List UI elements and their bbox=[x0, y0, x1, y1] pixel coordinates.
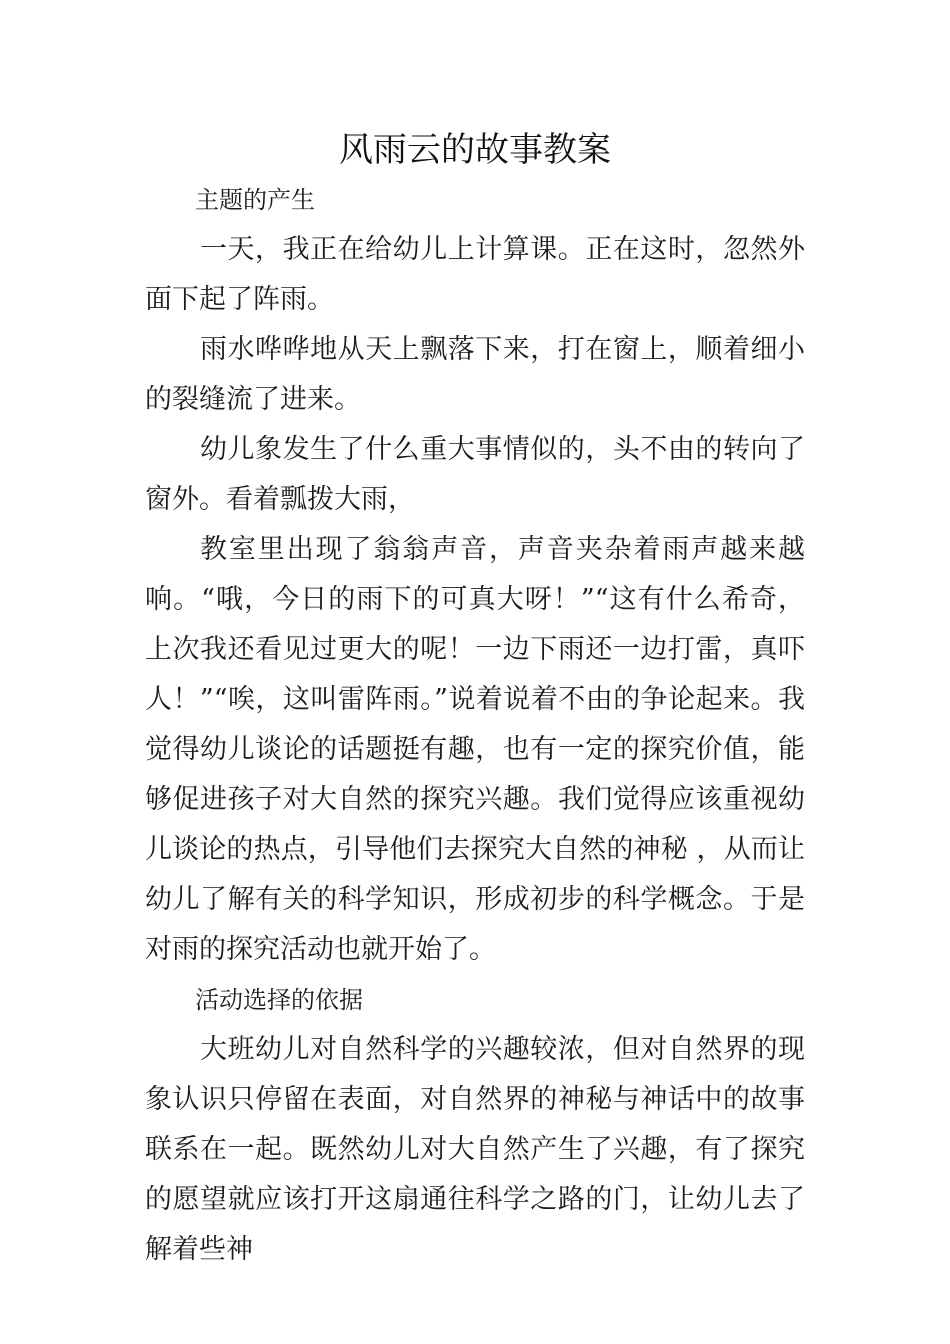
document-body bbox=[145, 175, 805, 1275]
section-heading-basis: 活动选择的依据 bbox=[195, 986, 363, 1014]
paragraph-3: 幼儿象发生了什么重大事情似的，头不由的转向了窗外。看着瓢拨大雨， bbox=[145, 434, 805, 515]
paragraph-4: 教室里出现了翁翁声音，声音夹杂着雨声越来越响。“哦，今日的雨下的可真大呀！”“这有什么希奇，上次我还看见过更大的呢！一边下雨还一边打雷，真吓人！”“唉，这叫雷阵雨。”说着说着不由的争论起来。我觉得幼儿谈论的话题挺有趣，也有一定的探究价值，能够促进孩子对大自然的探究兴趣。我们觉得应该重视幼儿谈论的热点，引导他们去探究大自然的神秘 ，从而让幼儿了解有关的科学知识，形成初步的科学概念。于是对雨的探究活动也就开始了。 bbox=[145, 534, 805, 965]
section-heading-origin: 主题的产生 bbox=[195, 186, 315, 214]
paragraph-2: 雨水哗哗地从天上飘落下来，打在窗上，顺着细小的裂缝流了进来。 bbox=[145, 334, 805, 415]
document-title: 风雨云的故事教案 bbox=[339, 130, 611, 170]
paragraph-5: 大班幼儿对自然科学的兴趣较浓，但对自然界的现象认识只停留在表面，对自然界的神秘与神话中的故事联系在一起。既然幼儿对大自然产生了兴趣，有了探究的愿望就应该打开这扇通往科学之路的门，让幼儿去了解着些神 bbox=[145, 1034, 805, 1265]
paragraph-1: 一天，我正在给幼儿上计算课。正在这时，忽然外面下起了阵雨。 bbox=[145, 234, 805, 315]
